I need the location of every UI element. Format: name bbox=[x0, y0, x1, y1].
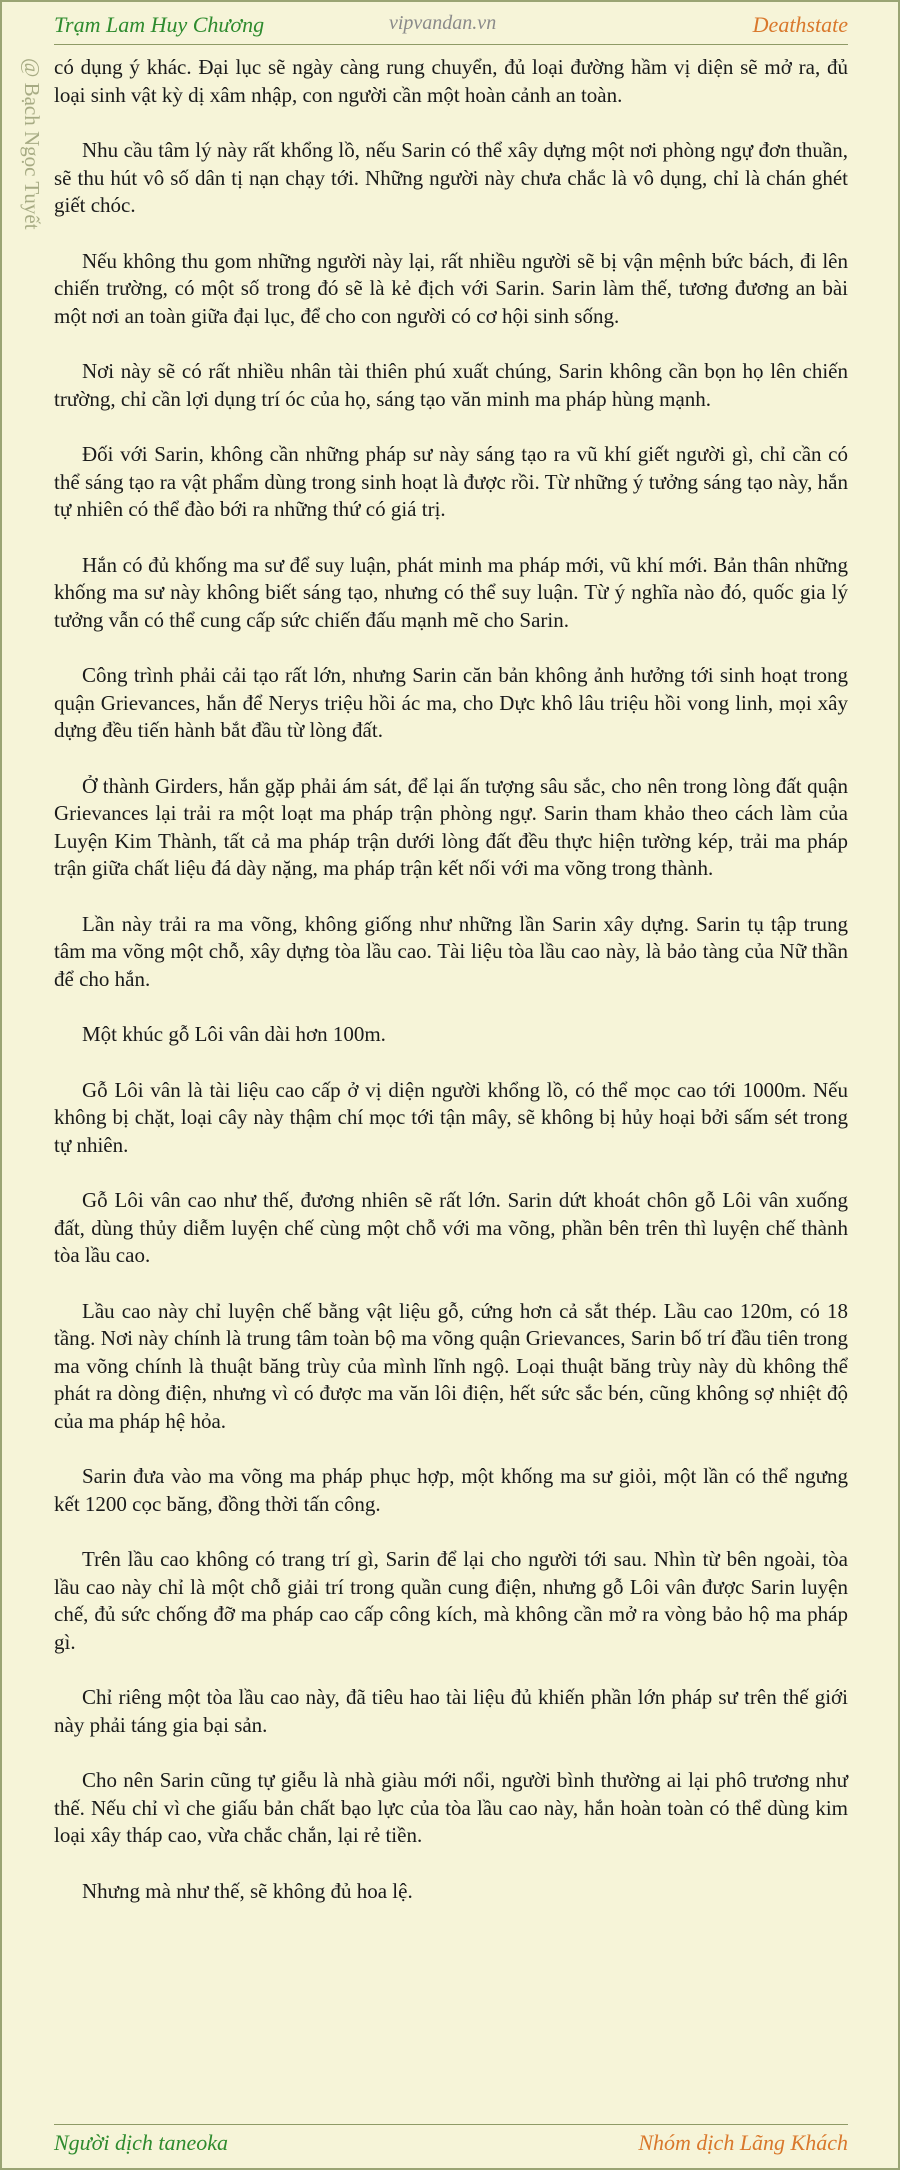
paragraph: Trên lầu cao không có trang trí gì, Sarin để lại cho người tới sau. Nhìn từ bên ngoài, tòa lầu cao này chỉ là một chỗ giải trí trong quần cung điện, nhưng gỗ Lôi vân được Sarin luyện chế, đủ sức chống đỡ ma pháp cao cấp công kích, mà không cần mở ra vòng bảo hộ ma pháp gì. bbox=[54, 1547, 848, 1654]
paragraph: có dụng ý khác. Đại lục sẽ ngày càng rung chuyển, đủ loại đường hầm vị diện sẽ mở ra, đủ loại sinh vật kỳ dị xâm nhập, con người cần một hoàn cảnh an toàn. bbox=[54, 55, 848, 107]
paragraph: Sarin đưa vào ma võng ma pháp phục hợp, một khống ma sư giỏi, một lần có thể ngưng kết 1200 cọc băng, đồng thời tấn công. bbox=[54, 1464, 848, 1516]
paragraph: Ở thành Girders, hắn gặp phải ám sát, để lại ấn tượng sâu sắc, cho nên trong lòng đất quận Grievances lại trải ra một loạt ma pháp trận phòng ngự. Sarin tham khảo theo cách làm của Luyện Kim Thành, tất cả ma pháp trận dưới lòng đất đều thực hiện tường kép, trải ma pháp trận giữa chất liệu đá dày nặng, ma pháp trận kết nối với ma võng trong thành. bbox=[54, 773, 848, 880]
paragraph: Cho nên Sarin cũng tự giễu là nhà giàu mới nổi, người bình thường ai lại phô trương như thế. Nếu chỉ vì che giấu bản chất bạo lực của tòa lầu cao này, hắn hoàn toàn có thể dùng kim loại xây tháp cao, vừa chắc chắn, lại rẻ tiền. bbox=[54, 1768, 848, 1847]
header-title: Trạm Lam Huy Chương bbox=[54, 12, 265, 37]
footer-translator: Người dịch taneoka bbox=[54, 2130, 229, 2155]
paragraph: Một khúc gỗ Lôi vân dài hơn 100m. bbox=[82, 1022, 386, 1046]
paragraph: Nếu không thu gom những người này lại, rất nhiều người sẽ bị vận mệnh bức bách, đi lên chiến trường, có một số trong đó sẽ là kẻ địch với Sarin. Sarin làm thế, tương đương an bài một nơi an toàn giữa đại lục, để cho con người có cơ hội sinh sống. bbox=[54, 248, 848, 328]
paragraph: Nhu cầu tâm lý này rất khổng lồ, nếu Sarin có thể xây dựng một nơi phòng ngự đơn thuần, sẽ thu hút vô số dân tị nạn chạy tới. Những người này chưa chắc là vô dụng, chỉ là chán ghét giết chóc. bbox=[54, 138, 848, 217]
paragraph: Gỗ Lôi vân là tài liệu cao cấp ở vị diện người khổng lồ, có thể mọc cao tới 1000m. Nếu không bị chặt, loại cây này thậm chí mọc tới tận mây, sẽ không bị hủy hoại bởi sấm sét trong tự nhiên. bbox=[54, 1077, 848, 1157]
article-body bbox=[54, 54, 848, 1933]
paragraph: Đối với Sarin, không cần những pháp sư này sáng tạo ra vũ khí giết người gì, chỉ cần có thể sáng tạo ra vật phẩm dùng trong sinh hoạt là được rồi. Từ những ý tưởng sáng tạo này, hắn tự nhiên có thể đào bới ra những thứ có giá trị. bbox=[54, 442, 848, 521]
paragraph: Gỗ Lôi vân cao như thế, đương nhiên sẽ rất lớn. Sarin dứt khoát chôn gỗ Lôi vân xuống đất, dùng thủy diễm luyện chế cùng một chỗ với ma võng, phần bên trên thì luyện chế thành tòa lầu cao. bbox=[54, 1188, 848, 1267]
page-footer bbox=[54, 2124, 848, 2165]
paragraph: Hắn có đủ khống ma sư để suy luận, phát minh ma pháp mới, vũ khí mới. Bản thân những khống ma sư này không biết sáng tạo, nhưng có thể suy luận. Từ ý nghĩa nào đó, quốc gia lý tưởng vẫn có thể cung cấp sức chiến đấu mạnh mẽ cho Sarin. bbox=[54, 552, 848, 632]
side-credit: @ Bạch Ngọc Tuyết bbox=[20, 58, 44, 230]
paragraph: Công trình phải cải tạo rất lớn, nhưng Sarin căn bản không ảnh hưởng tới sinh hoạt trong quận Grievances, hắn để Nerys triệu hồi ác ma, cho Dực khô lâu triệu hồi vong linh, mọi xây dựng đều tiến hành bắt đầu từ lòng đất. bbox=[54, 663, 848, 742]
paragraph: Lầu cao này chỉ luyện chế bằng vật liệu gỗ, cứng hơn cả sắt thép. Lầu cao 120m, có 18 tầng. Nơi này chính là trung tâm toàn bộ ma võng quận Grievances, Sarin bố trí đầu tiên trong ma võng chính là thuật băng trùy của mình lĩnh ngộ. Loại thuật băng trùy này dù không thể phát ra dòng điện, nhưng vì có được ma văn lôi điện, hết sức sắc bén, cũng không sợ nhiệt độ của ma pháp hệ hỏa. bbox=[54, 1298, 848, 1433]
page-header bbox=[54, 8, 848, 45]
paragraph: Nhưng mà như thế, sẽ không đủ hoa lệ. bbox=[82, 1878, 413, 1903]
header-chapter: Deathstate bbox=[752, 12, 848, 37]
paragraph: Chỉ riêng một tòa lầu cao này, đã tiêu hao tài liệu đủ khiến phần lớn pháp sư trên thế giới này phải táng gia bại sản. bbox=[54, 1685, 848, 1737]
paragraph: Lần này trải ra ma võng, không giống như những lần Sarin xây dựng. Sarin tụ tập trung tâm ma võng một chỗ, xây dựng tòa lầu cao. Tài liệu tòa lầu cao này, là bảo tàng của Nữ thần để cho hắn. bbox=[54, 911, 848, 991]
header-site: vipvandan.vn bbox=[389, 12, 497, 34]
footer-group: Nhóm dịch Lãng Khách bbox=[638, 2130, 848, 2155]
paragraph: Nơi này sẽ có rất nhiều nhân tài thiên phú xuất chúng, Sarin không cần bọn họ lên chiến trường, chỉ cần lợi dụng trí óc của họ, sáng tạo văn minh ma pháp hùng mạnh. bbox=[54, 359, 848, 411]
